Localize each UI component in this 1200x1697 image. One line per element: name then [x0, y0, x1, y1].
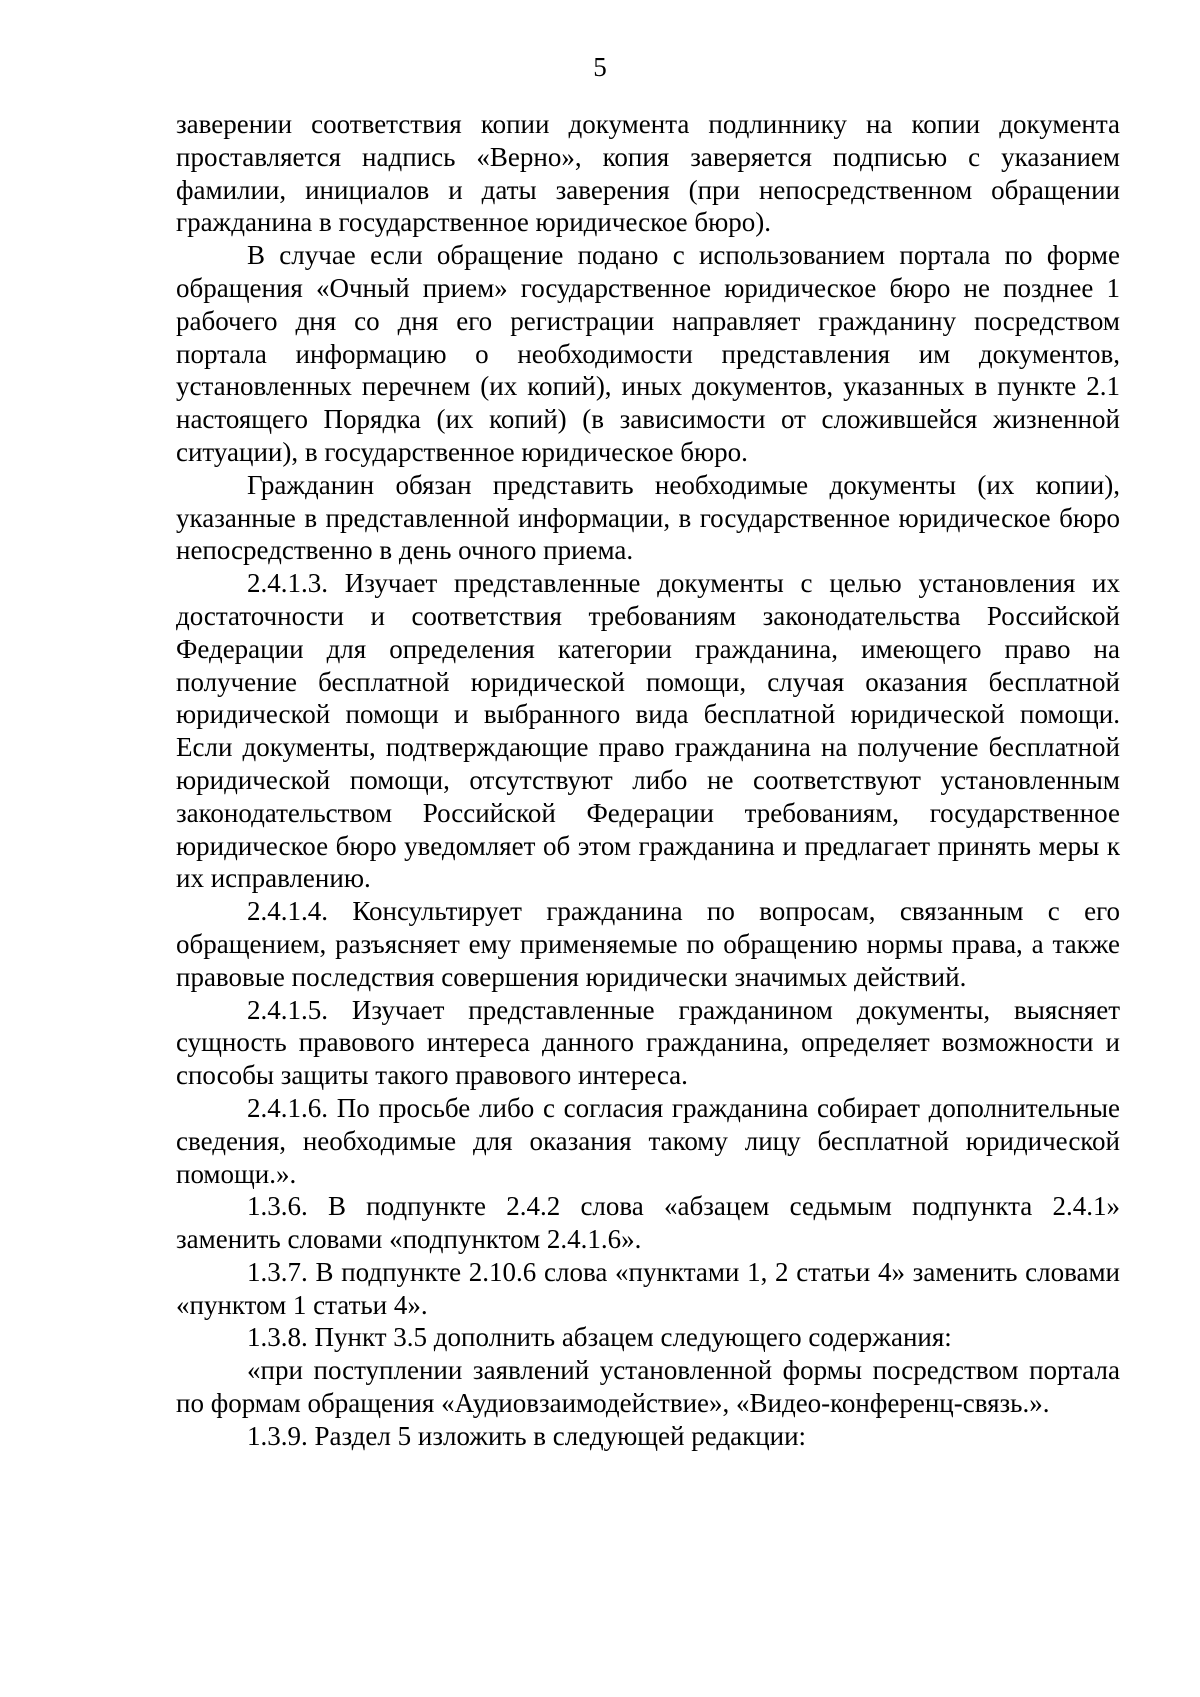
paragraph-citizen-obligation: Гражданин обязан представить необходимые документы (их копии), указанные в представленной информации, в государственное юридическое бюро непосредственно в день очного приема.: [176, 469, 1120, 566]
paragraph-1-3-6: 1.3.6. В подпункте 2.4.2 слова «абзацем седьмым подпункта 2.4.1» заменить словами «подпунктом 2.4.1.6».: [176, 1191, 1120, 1255]
paragraph-1-3-7: 1.3.7. В подпункте 2.10.6 слова «пунктами 1, 2 статьи 4» заменить словами «пунктом 1 статьи 4».: [176, 1256, 1120, 1320]
paragraph-1-3-8: 1.3.8. Пункт 3.5 дополнить абзацем следующего содержания:: [247, 1322, 952, 1353]
paragraph-2-4-1-5: 2.4.1.5. Изучает представленные гражданином документы, выясняет сущность правового интереса данного гражданина, определяет возможности и способы защиты такого правового интереса.: [176, 994, 1120, 1091]
page-number: 5: [593, 52, 607, 82]
paragraph-in-person-portal: В случае если обращение подано с использованием портала по форме обращения «Очный прием» государственное юридическое бюро не позднее 1 рабочего дня со дня его регистрации направляет гражданину посредством портала информацию о необходимости представления им документов, установленных перечнем (их копий), иных документов, указанных в пункте 2.1 настоящего Порядка (их копий) (в зависимости от сложившейся жизненной ситуации), в государственное юридическое бюро.: [176, 240, 1120, 467]
paragraph-1-3-9: 1.3.9. Раздел 5 изложить в следующей редакции:: [247, 1420, 807, 1451]
paragraph-2-4-1-6: 2.4.1.6. По просьбе либо с согласия гражданина собирает дополнительные сведения, необходимые для оказания такому лицу бесплатной юридической помощи.».: [176, 1092, 1120, 1189]
paragraph-2-4-1-4: 2.4.1.4. Консультирует гражданина по вопросам, связанным с его обращением, разъясняет ему применяемые по обращению нормы права, а также правовые последствия совершения юридически значимых действий.: [176, 896, 1120, 992]
paragraph-2-4-1-3: 2.4.1.3. Изучает представленные документы с целью установления их достаточности и соответствия требованиям законодательства Российской Федерации для определения категории гражданина, имеющего право на получение бесплатной юридической помощи, случая оказания бесплатной юридической помощи и выбранного вида бесплатной юридической помощи. Если документы, подтверждающие право гражданина на получение бесплатной юридической помощи, отсутствуют либо не соответствуют установленным законодательством Российской Федерации требованиям, государственное юридическое бюро уведомляет об этом гражданина и предлагает принять меры к их исправлению.: [176, 568, 1120, 894]
document-body: [176, 108, 1120, 1453]
paragraph-certification-continuation: заверении соответствия копии документа подлиннику на копии документа проставляется надпись «Верно», копия заверяется подписью с указанием фамилии, инициалов и даты заверения (при непосредственном обращении гражданина в государственное юридическое бюро).: [176, 109, 1120, 238]
paragraph-quoted-addition: «при поступлении заявлений установленной формы посредством портала по формам обращения «Аудиовзаимодействие», «Видео-конференц-связь.».: [176, 1355, 1120, 1419]
